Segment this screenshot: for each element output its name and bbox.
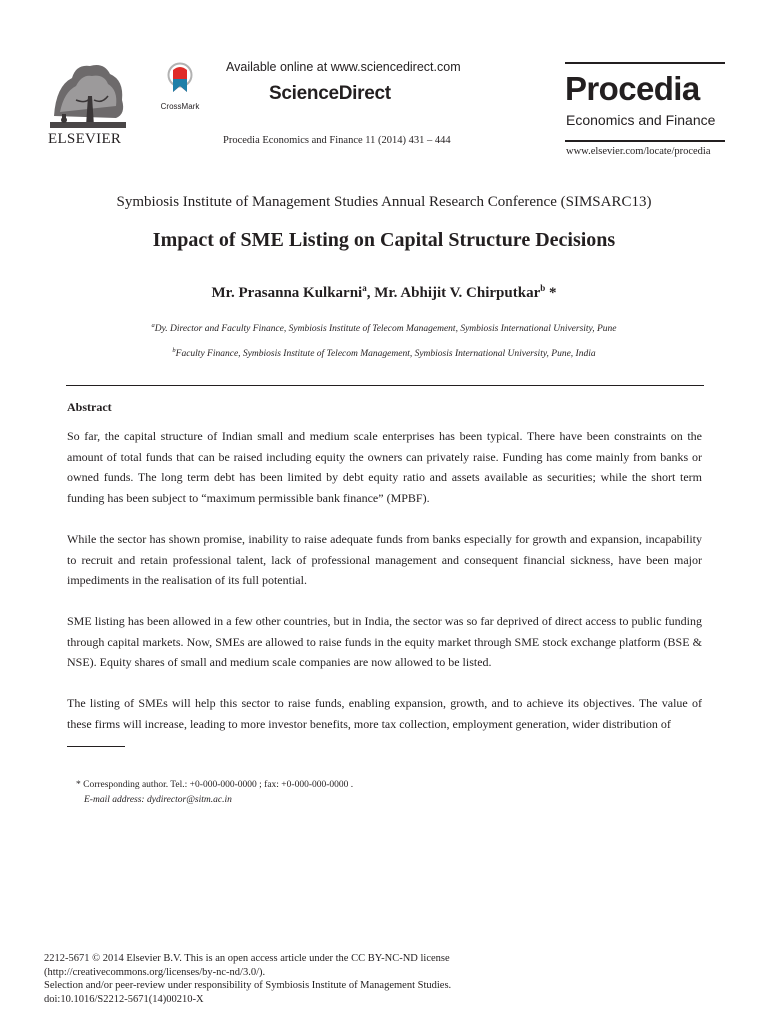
sciencedirect-logo[interactable]: ScienceDirect: [269, 83, 391, 104]
footnote-divider: [67, 746, 125, 747]
license-line: 2212-5671 © 2014 Elsevier B.V. This is an open access article under the CC BY-NC-ND license: [44, 953, 450, 964]
abstract-paragraph: The listing of SMEs will help this sector to raise funds, enabling expansion, growth, and to achieve its objectives. The value of these firms will increase, leading to more investor benefits, more tax collection, employment generation, wider distribution of: [67, 696, 702, 731]
author-affil-mark: b: [540, 283, 546, 293]
affil-mark: a: [151, 322, 155, 329]
peer-review-line: Selection and/or peer-review under responsibility of Symbiosis Institute of Management Studies.: [44, 980, 452, 991]
author-affil-mark: a: [362, 283, 367, 293]
author-name: Mr. Prasanna Kulkarni: [211, 285, 363, 301]
conference-name: Symbiosis Institute of Management Studies Annual Research Conference (SIMSARC13): [116, 194, 652, 210]
crossmark-icon: [167, 62, 193, 96]
license-block: [44, 952, 744, 1006]
affil-mark: b: [172, 347, 176, 354]
doi-link[interactable]: doi:10.1016/S2212-5671(14)00210-X: [44, 993, 204, 1005]
corresponding-author-note: * Corresponding author. Tel.: +0-000-000-0000 ; fax: +0-000-000-0000 .: [76, 780, 354, 790]
available-online-text: Available online at www.sciencedirect.com: [226, 60, 461, 74]
procedia-subtitle: Economics and Finance: [566, 112, 716, 128]
paper-title: Impact of SME Listing on Capital Structure Decisions: [152, 229, 616, 251]
email-address[interactable]: E-mail address: dydirector@sitm.ac.in: [84, 795, 232, 805]
procedia-logo: Procedia: [565, 70, 700, 107]
author-list: [0, 283, 768, 302]
abstract-paragraph: SME listing has been allowed in a few other countries, but in India, the sector was so far deprived of direct access to public funding through capital markets. Now, SMEs are allowed to raise funds in the equity market through SME stock exchange platform (BSE & NSE). Equity shares of small and medium scale companies are now allowed to be listed.: [67, 614, 702, 669]
affiliation-a: [0, 322, 768, 334]
crossmark-label: CrossMark: [160, 102, 200, 111]
procedia-url-link[interactable]: www.elsevier.com/locate/procedia: [566, 146, 711, 157]
abstract-heading: Abstract: [67, 400, 112, 414]
journal-reference: Procedia Economics and Finance 11 (2014) 431 – 444: [223, 135, 451, 146]
abstract-paragraph: So far, the capital structure of Indian small and medium scale enterprises has been typical. There have been constraints on the amount of total funds that can be raised including equity the owners can privately raise. Funding has come mainly from banks or owned funds. The long term debt has been limited by debt equity ratio and assets available as securities; while the short term funding has been subject to “maximum permissible bank finance” (MPBF).: [67, 429, 702, 505]
corresponding-marker: *: [545, 285, 557, 301]
abstract-paragraph: While the sector has shown promise, inability to raise adequate funds from banks especially for growth and expansion, incapability to recruit and retain professional talent, lack of professional management and consequent financial sickness, have been major impediments in the realisation of its full potential.: [67, 532, 702, 587]
affil-text: Faculty Finance, Symbiosis Institute of Telecom Management, Symbiosis International University, Pune, India: [175, 349, 596, 360]
procedia-top-rule: [565, 62, 725, 64]
license-link[interactable]: (http://creativecommons.org/licenses/by-nc-nd/3.0/).: [44, 966, 266, 978]
author-separator: ,: [366, 285, 375, 301]
author-name: Mr. Abhijit V. Chirputkar: [374, 285, 541, 301]
crossmark-badge[interactable]: [152, 62, 208, 111]
affil-text: Dy. Director and Faculty Finance, Symbiosis Institute of Telecom Management, Symbiosis International University, Pune: [154, 324, 617, 335]
affiliation-b: [0, 347, 768, 359]
procedia-bottom-rule: [565, 140, 725, 142]
header-divider: [66, 385, 704, 386]
elsevier-wordmark: ELSEVIER: [48, 131, 122, 147]
